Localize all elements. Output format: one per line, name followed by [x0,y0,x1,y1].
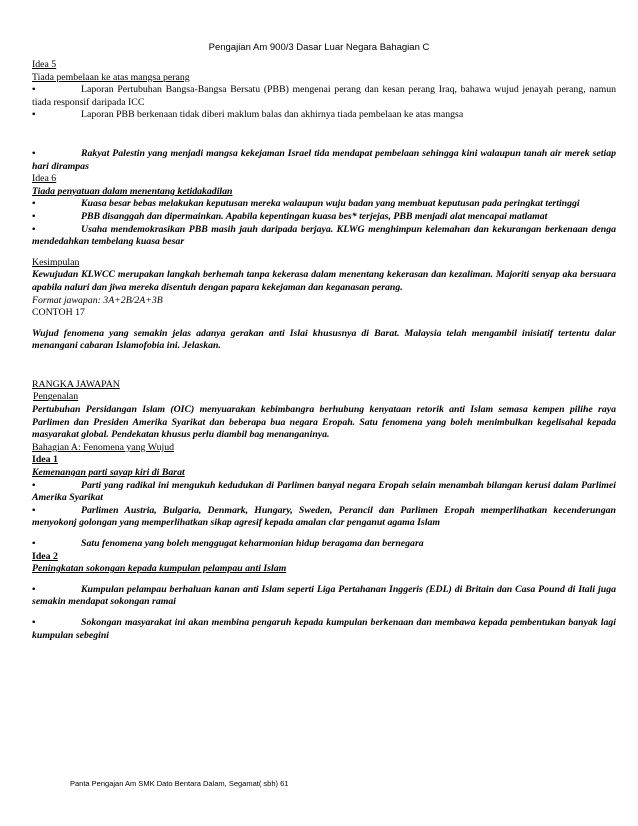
idea5-title: Tiada pembelaan ke atas mangsa perang [32,71,190,83]
bullet-icon: • [32,538,36,549]
bullet-icon: • [32,84,36,96]
pengenalan-label: Pengenalan [33,391,79,403]
bahagian-a-title: Bahagian A: Fenomena yang Wujud [32,441,174,453]
bullet-icon: • [32,210,36,222]
bullet-icon: • [32,223,36,235]
a-idea2-point-1: • Kumpulan pelampau berhaluan kanan anti Islam seperti Liga Pertahanan Inggeris (EDL) di Britain dan Casa Pound di Itali juga semakin mendapat sokongan ramai [32,583,616,608]
kesimpulan-text: Kewujudan KLWCC merupakan langkah berhemah tanpa kekerasa dalam menentang kekerasan dan kezaliman. Majoriti senyap aka bersuara apabila naluri dan jiwa mereka disentuh dengan papara kekejaman dan keganasan perang. [32,269,616,293]
a-idea1-label: Idea 1 [32,454,58,466]
a-idea1-point-1: • Parti yang radikal ini mengukuh kedudukan di Parlimen banyal negara Eropah selain menambah bilangan kerusi dalam Parlimei Amerika Syarikat [32,479,616,504]
pengenalan-text: Pertubuhan Persidangan Islam (OIC) menyuarakan kebimbangra berhubung kenyataan retorik anti Islam semasa kempen pilihe raya Parlimen dan Presiden Amerika Syarikat dan beberapa bua negara Eropah. Satu fenomena yang boleh menimbulkan kegelisahal kepada masyarakat global. Pendekatan khusus perlu diambil bag menanganinya. [32,404,616,441]
kesimpulan-label: Kesimpulan [32,256,80,268]
page-content [32,59,616,642]
bullet-icon: • [32,616,36,628]
bullet-icon: • [32,109,36,121]
contoh-label: CONTOH 17 [32,307,85,319]
rangka-title: RANGKA JAWAPAN [32,378,120,390]
page-header: Pengajian Am 900/3 Dasar Luar Negara Bahagian C [208,42,430,53]
a-idea1-point-2: • Parlimen Austria, Bulgaria, Denmark, Hungary, Sweden, Perancil dan Parlimen Eropah memperlihatkan kecenderungan menyokonj golongan yang memperlihatkan sikap agresif kepada amalan clar penganut agama Islam [32,504,616,529]
idea6-point-2: • PBB disanggah dan dipermainkan. Apabila kepentingan kuasa bes* terjejas, PBB menjadi alat mencapai matlamat [32,210,548,222]
a-idea2-point-2: • Sokongan masyarakat ini akan membina pengaruh kepada kumpulan berkenaan dan membawa kepada pembentukan banyak lagi kumpulan sebegini [32,616,616,641]
page-footer: Panta Pengajan Am SMK Dato Bentara Dalam, Segamat( sbh) 61 [70,779,289,788]
bullet-icon: • [32,504,36,516]
idea5-point-2: • Laporan PBB berkenaan tidak diberi maklum balas dan akhirnya tiada pembelaan ke atas mangsa [32,109,464,121]
a-idea2-label: Idea 2 [32,550,58,562]
a-idea1-title: Kemenangan parti sayap kiri di Barat [32,467,185,479]
bullet-icon: • [32,198,36,210]
idea5-label: Idea 5 [32,59,57,70]
bullet-icon: • [32,479,36,491]
a-idea1-point-3: • Satu fenomena yang boleh menggugat keharmonian hidup beragama dan bernegara [32,538,424,549]
idea6-point-1: • Kuasa besar bebas melakukan keputusan mereka walaupun wuju badan yang membuat keputusan pada peringkat tertinggi [32,198,580,210]
question-text: Wujud fenomena yang semakin jelas adanya gerakan anti Islai khususnya di Barat. Malaysia telah mengambil inisiatif tertentu dalar menangani cabaran Islamofobia ini. Jelaskan. [32,327,616,352]
format-jawapan: Format jawapan: 3A+2B/2A+3B [32,294,163,306]
a-idea2-title: Peningkatan sokongan kepada kumpulan pelampau anti Islam [32,563,287,575]
idea6-label: Idea 6 [32,173,57,185]
idea5-point-1: • Laporan Pertubuhan Bangsa-Bangsa Bersatu (PBB) mengenai perang dan kesan perang Iraq, bahawa wujud jenayah perang, namun tiada responsif daripada ICC [32,84,616,108]
idea6-point-3: • Usaha mendemokrasikan PBB masih jauh daripada berjaya. KLWG menghimpun kelemahan dan kekurangan berkenaan denga mendedahkan tembelang kuasa besar [32,223,616,248]
bullet-icon: • [32,147,36,159]
idea6-title: Tiada penyatuan dalam menentang ketidakadilan [32,185,233,197]
idea5-point-3: • Rakyat Palestin yang menjadi mangsa kekejaman Israel tida mendapat pembelaan sehingga kini walaupun tanah air merek setiap hari dirampas [32,147,616,172]
bullet-icon: • [32,583,36,595]
